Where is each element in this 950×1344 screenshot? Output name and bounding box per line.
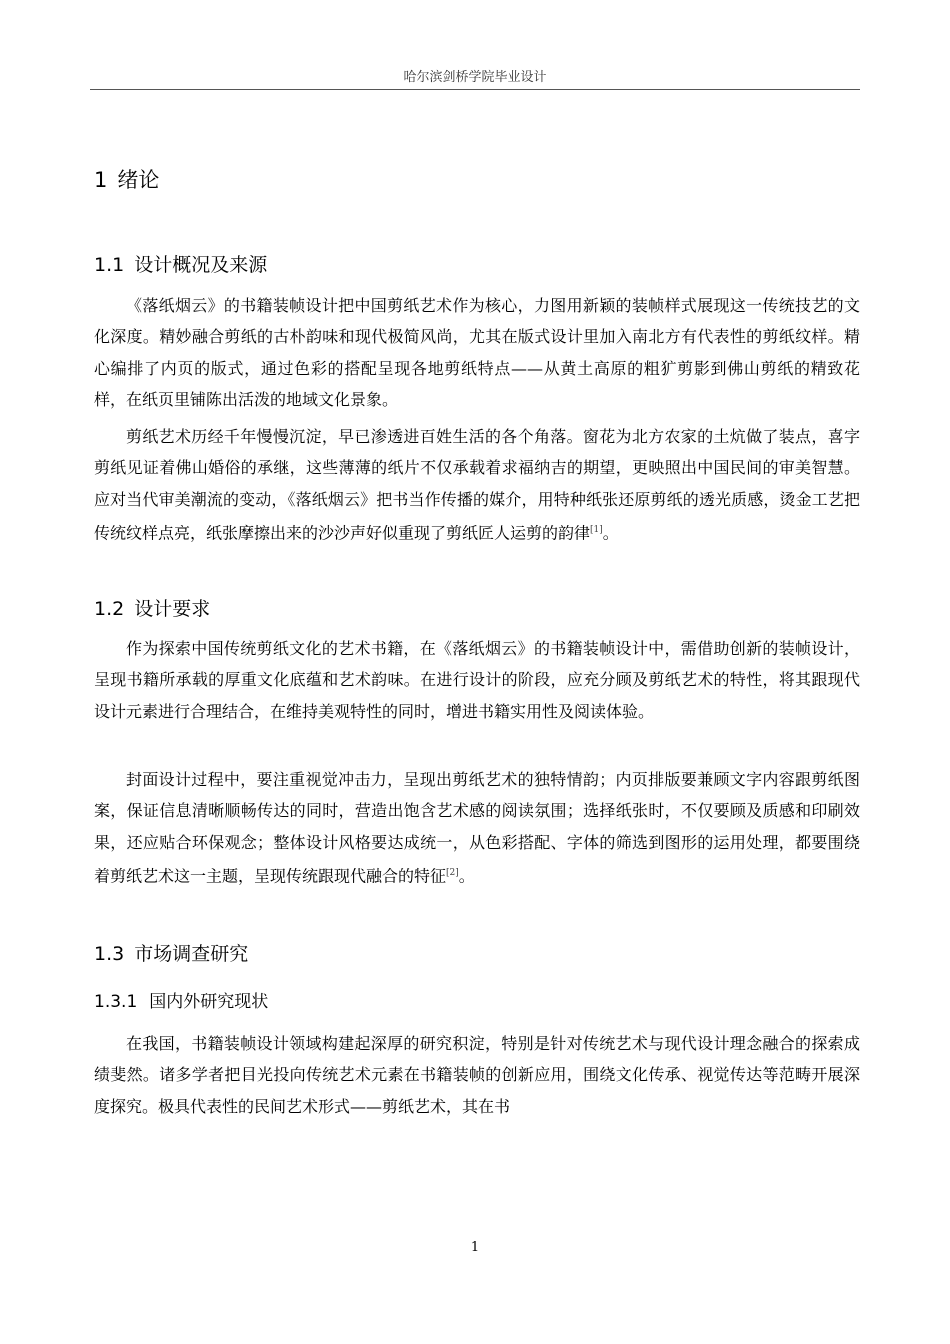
citation-marker: [1]	[590, 525, 603, 536]
section-title: 设计要求	[134, 598, 211, 620]
section-number: 1.1	[94, 254, 125, 276]
subsection-title: 国内外研究现状	[149, 992, 269, 1012]
paragraph	[94, 764, 860, 892]
section-number: 1.2	[94, 598, 125, 620]
section-title: 市场调查研究	[134, 943, 249, 965]
paragraph-text: 作为探索中国传统剪纸文化的艺术书籍，在《落纸烟云》的书籍装帧设计中，需借助创新的装帧设计，呈现书籍所承载的厚重文化底蕴和艺术韵味。在进行设计的阶段，应充分顾及剪纸艺术的特性，将其跟现代设计元素进行合理结合，在维持美观特性的同时，增进书籍实用性及阅读体验。	[94, 639, 860, 721]
paragraph	[94, 1028, 860, 1122]
paragraph-text: 在我国，书籍装帧设计领域构建起深厚的研究积淀，特别是针对传统艺术与现代设计理念融合的探索成绩斐然。诸多学者把目光投向传统艺术元素在书籍装帧的创新应用，围绕文化传承、视觉传达等范畴开展深度探究。极具代表性的民间艺术形式——剪纸艺术，其在书	[94, 1034, 860, 1116]
chapter-title: 绪论	[117, 168, 160, 192]
paragraph	[94, 633, 860, 727]
chapter-heading	[94, 164, 159, 194]
page-number: 1	[470, 1240, 480, 1255]
section-heading-1-1	[94, 250, 267, 277]
section-number: 1.3	[94, 943, 125, 965]
section-heading-1-3	[94, 939, 248, 966]
header-rule	[90, 89, 860, 90]
paragraph-text: 《落纸烟云》的书籍装帧设计把中国剪纸艺术作为核心，力图用新颖的装帧样式展现这一传统技艺的文化深度。精妙融合剪纸的古朴韵味和现代极简风尚，尤其在版式设计里加入南北方有代表性的剪纸纹样。精心编排了内页的版式，通过色彩的搭配呈现各地剪纸特点——从黄土高原的粗犷剪影到佛山剪纸的精致花样，在纸页里铺陈出活泼的地域文化景象。	[94, 296, 860, 410]
paragraph	[94, 421, 860, 549]
chapter-number: 1	[94, 168, 108, 192]
paragraph-text: 剪纸艺术历经千年慢慢沉淀，早已渗透进百姓生活的各个角落。窗花为北方农家的土炕做了装点，喜字剪纸见证着佛山婚俗的承继，这些薄薄的纸片不仅承载着求福纳吉的期望，更映照出中国民间的审美智慧。应对当代审美潮流的变动，《落纸烟云》把书当作传播的媒介，用特种纸张还原剪纸的透光质感，烫金工艺把传统纹样点亮，纸张摩擦出来的沙沙声好似重现了剪纸匠人运剪的韵律	[94, 427, 860, 543]
paragraph-text: 封面设计过程中，要注重视觉冲击力，呈现出剪纸艺术的独特情韵；内页排版要兼顾文字内容跟剪纸图案，保证信息清晰顺畅传达的同时，营造出饱含艺术感的阅读氛围；选择纸张时，不仅要顾及质感和印刷效果，还应贴合环保观念；整体设计风格要达成统一，从色彩搭配、字体的筛选到图形的运用处理，都要围绕着剪纸艺术这一主题，呈现传统跟现代融合的特征	[94, 770, 860, 886]
page-header: 哈尔滨剑桥学院毕业设计	[403, 70, 547, 85]
paragraph	[94, 290, 860, 416]
paragraph-tail: 。	[458, 866, 475, 886]
section-title: 设计概况及来源	[134, 254, 268, 276]
subsection-number: 1.3.1	[94, 992, 138, 1012]
paragraph-tail: 。	[602, 523, 619, 543]
section-heading-1-2	[94, 594, 210, 621]
subsection-heading-1-3-1	[94, 987, 268, 1012]
citation-marker: [2]	[446, 868, 459, 879]
